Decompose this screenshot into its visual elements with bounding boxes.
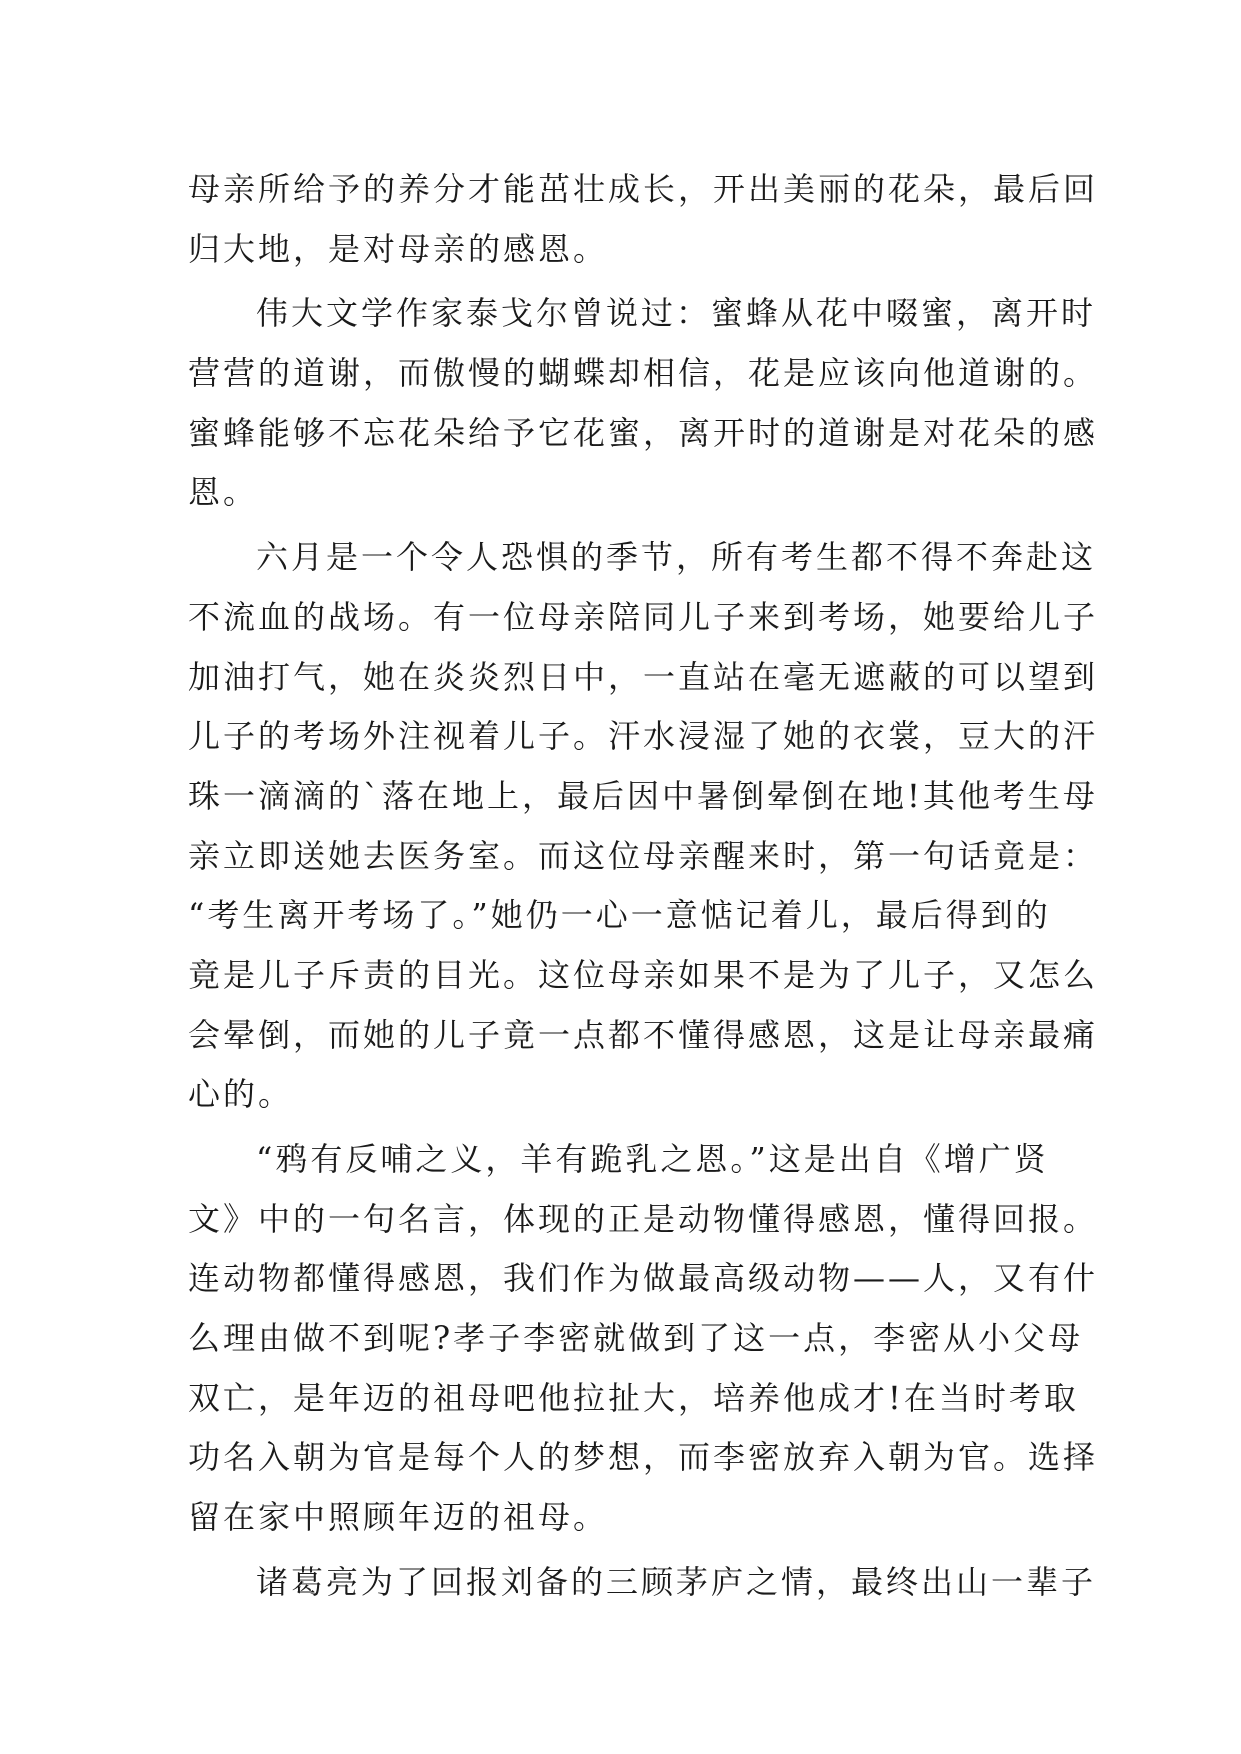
text-line: 留在家中照顾年迈的祖母。 — [188, 1498, 609, 1537]
text-line: 恩。 — [188, 473, 259, 512]
essay-body — [188, 160, 1099, 1613]
text-line: 营营的道谢，而傲慢的蝴蝶却相信，花是应该向他道谢的。 — [188, 354, 1099, 393]
text-line: 珠一滴滴的`落在地上，最后因中暑倒晕倒在地!其他考生母 — [188, 776, 1098, 815]
paragraph-first-line: “鸦有反哺之义，羊有跪乳之恩。”这是出自《增广贤 — [256, 1140, 1049, 1178]
text-line: 母亲所给予的养分才能茁壮成长，开出美丽的花朵，最后回 — [188, 170, 1099, 208]
text-line: 亲立即送她去医务室。而这位母亲醒来时，第一句话竟是： — [188, 836, 1099, 875]
text-line: 儿子的考场外注视着儿子。汗水浸湿了她的衣裳，豆大的汗 — [188, 717, 1099, 756]
text-line: 竟是儿子斥责的目光。这位母亲如果不是为了儿子，又怎么 — [188, 955, 1099, 994]
text-line: 加油打气，她在炎炎烈日中，一直站在毫无遮蔽的可以望到 — [188, 657, 1099, 696]
text-line: 心的。 — [188, 1075, 294, 1114]
text-line: 功名入朝为官是每个人的梦想，而李密放弃入朝为官。选择 — [188, 1438, 1099, 1477]
paragraph-first-line: 伟大文学作家泰戈尔曾说过：蜜蜂从花中啜蜜，离开时 — [256, 294, 1097, 333]
text-line: “考生离开考场了。”她仍一心一意惦记着儿，最后得到的 — [188, 896, 1051, 935]
text-line: 不流血的战场。有一位母亲陪同儿子来到考场，她要给儿子 — [188, 597, 1099, 636]
text-line: 双亡，是年迈的祖母吧他拉扯大，培养他成才!在当时考取 — [188, 1378, 1079, 1417]
paragraph-first-line: 诸葛亮为了回报刘备的三顾茅庐之情，最终出山一辈子 — [256, 1562, 1097, 1601]
text-line: 么理由做不到呢?孝子李密就做到了这一点，李密从小父母 — [188, 1319, 1084, 1358]
text-line: 归大地，是对母亲的感恩。 — [188, 229, 609, 268]
text-line: 连动物都懂得感恩，我们作为做最高级动物——人，又有什 — [188, 1259, 1099, 1298]
paragraph-first-line: 六月是一个令人恐惧的季节，所有考生都不得不奔赴这 — [256, 538, 1097, 577]
text-line: 会晕倒，而她的儿子竟一点都不懂得感恩，这是让母亲最痛 — [188, 1015, 1099, 1054]
text-line: 文》中的一句名言，体现的正是动物懂得感恩，懂得回报。 — [188, 1199, 1099, 1238]
text-line: 蜜蜂能够不忘花朵给予它花蜜，离开时的道谢是对花朵的感 — [188, 413, 1099, 452]
